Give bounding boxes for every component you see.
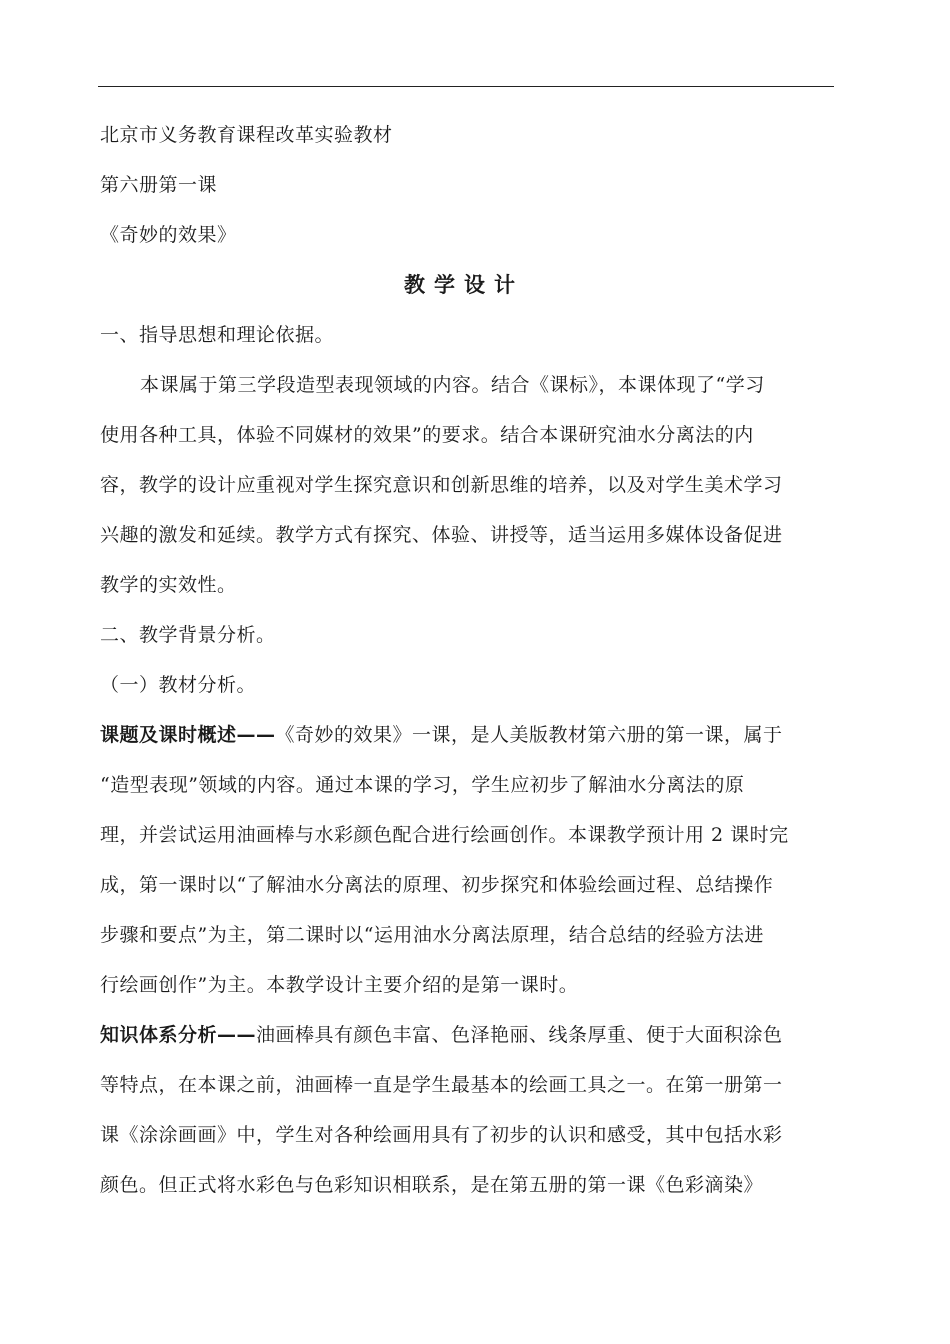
header-rule xyxy=(98,86,834,87)
knowledge-first-text: 油画棒具有颜色丰富、色泽艳丽、线条厚重、便于大面积涂色 xyxy=(256,1024,783,1046)
section1-line-5: 教学的实效性。 xyxy=(100,574,237,596)
section1-heading: 一、指导思想和理论依据。 xyxy=(100,324,335,346)
knowledge-line-4: 颜色。但正式将水彩色与色彩知识相联系，是在第五册的第一课《色彩滴染》 xyxy=(100,1174,764,1196)
overview-line-3: 理，并尝试运用油画棒与水彩颜色配合进行绘画创作。本课教学预计用 2 课时完 xyxy=(100,824,789,846)
knowledge-line-2: 等特点，在本课之前，油画棒一直是学生最基本的绘画工具之一。在第一册第一 xyxy=(100,1074,783,1096)
lesson-title: 《奇妙的效果》 xyxy=(100,224,237,246)
overview-line-6: 行绘画创作”为主。本教学设计主要介绍的是第一课时。 xyxy=(100,974,579,996)
section2-subheading: （一）教材分析。 xyxy=(100,674,257,696)
document-body xyxy=(100,110,828,1210)
overview-first-text: 《奇妙的效果》一课，是人美版教材第六册的第一课，属于 xyxy=(275,724,783,746)
section1-line-2: 使用各种工具，体验不同媒材的效果”的要求。结合本课研究油水分离法的内 xyxy=(100,424,754,446)
overview-line-2: “造型表现”领域的内容。通过本课的学习，学生应初步了解油水分离法的原 xyxy=(100,774,745,796)
overview-label: 课题及课时概述—— xyxy=(100,724,276,746)
overview-line-4: 成，第一课时以“了解油水分离法的原理、初步探究和体验绘画过程、总结操作 xyxy=(100,874,774,896)
document-title: 教学设计 xyxy=(404,273,524,297)
section1-line-3: 容，教学的设计应重视对学生探究意识和创新思维的培养，以及对学生美术学习 xyxy=(100,474,783,496)
section1-line-4: 兴趣的激发和延续。教学方式有探究、体验、讲授等，适当运用多媒体设备促进 xyxy=(100,524,783,546)
section2-heading: 二、教学背景分析。 xyxy=(100,624,276,646)
overview-line-1 xyxy=(100,710,828,760)
overview-line-5: 步骤和要点”为主，第二课时以“运用油水分离法原理，结合总结的经验方法进 xyxy=(100,924,764,946)
knowledge-line-3: 课《涂涂画画》中，学生对各种绘画用具有了初步的认识和感受，其中包括水彩 xyxy=(100,1124,783,1146)
volume-lesson: 第六册第一课 xyxy=(100,174,218,196)
section1-line-1: 本课属于第三学段造型表现领域的内容。结合《课标》，本课体现了“学习 xyxy=(140,374,765,396)
knowledge-line-1 xyxy=(100,1010,828,1060)
knowledge-label: 知识体系分析—— xyxy=(100,1024,257,1046)
textbook-series: 北京市义务教育课程改革实验教材 xyxy=(100,124,393,146)
